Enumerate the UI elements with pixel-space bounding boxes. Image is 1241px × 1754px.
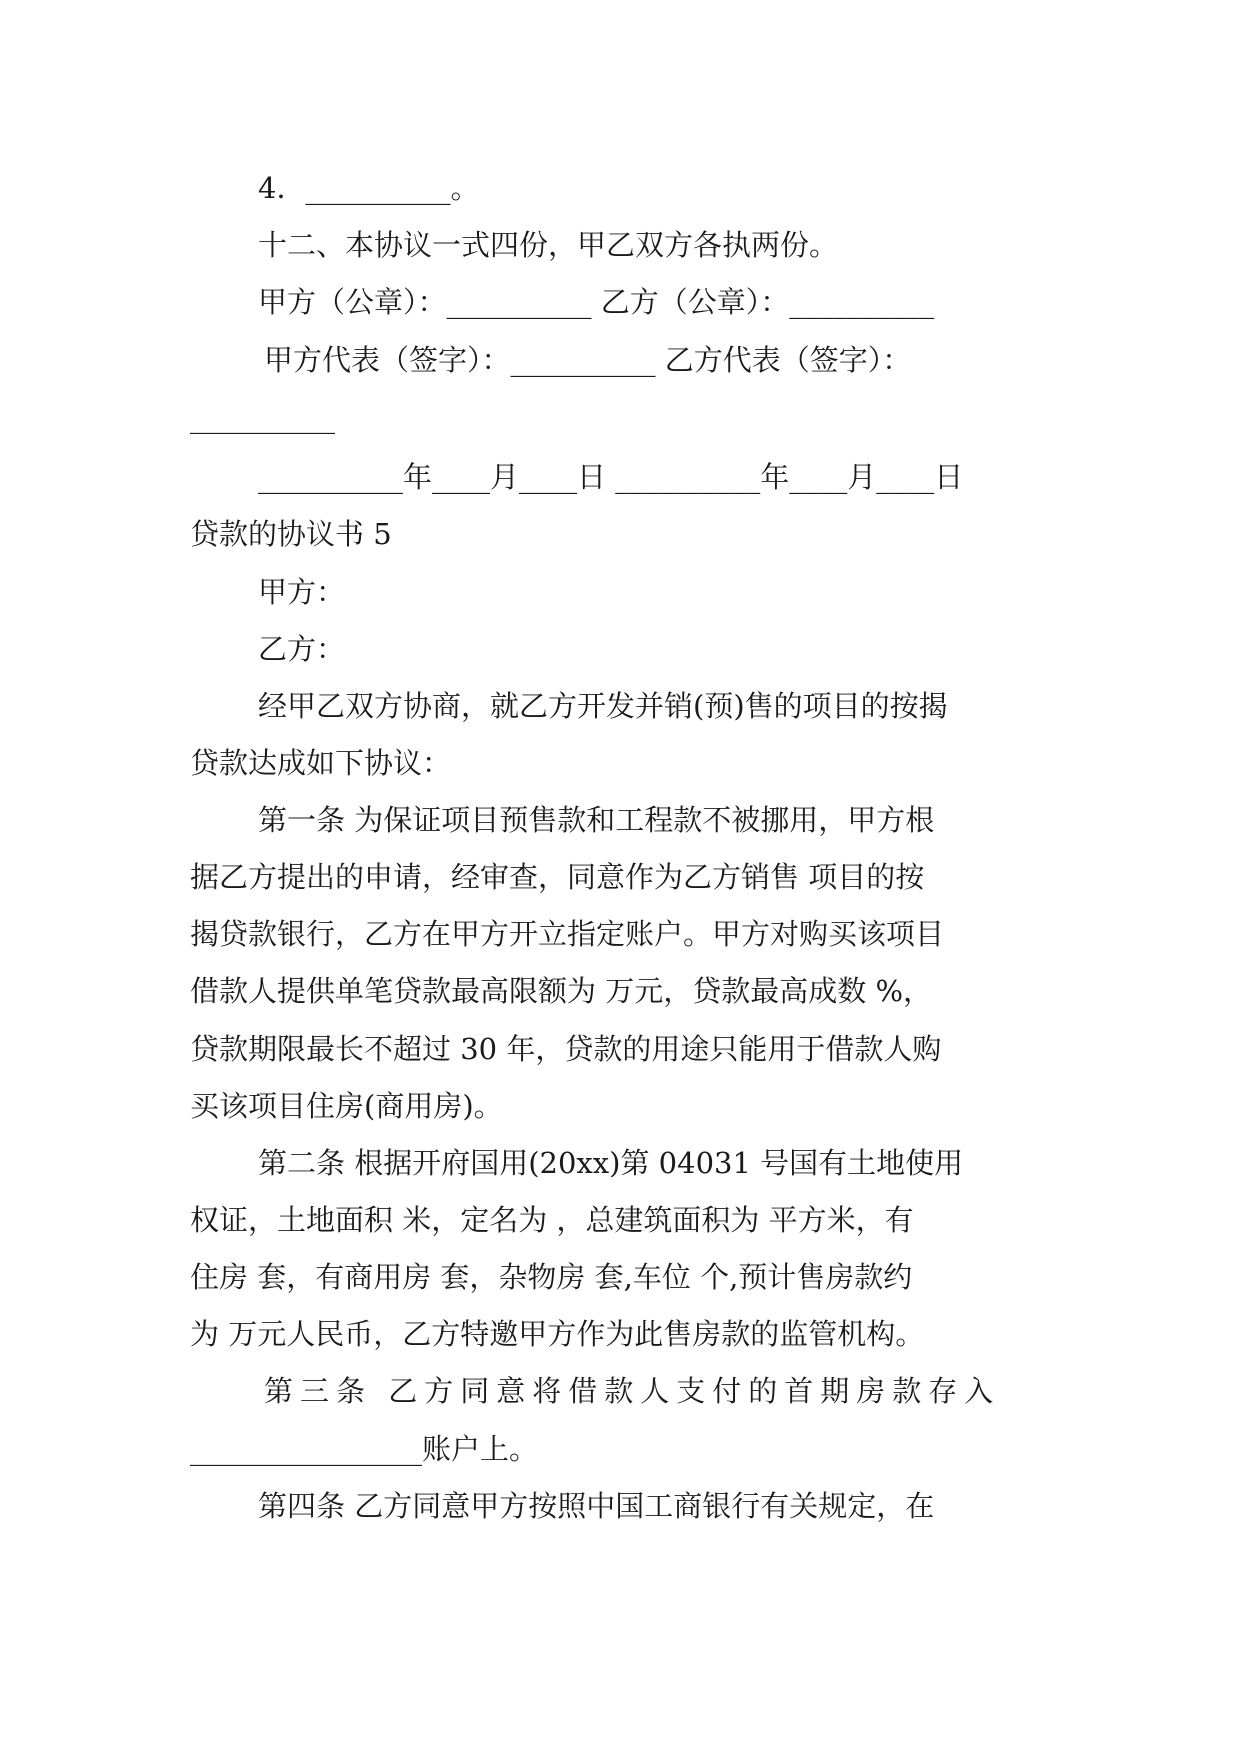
preamble-line-1: 经甲乙双方协商，就乙方开发并销(预)售的项目的按揭: [258, 689, 948, 723]
article-1-line-4: 借款人提供单笔贷款最高限额为 万元，贷款最高成数 %，: [190, 974, 932, 1008]
article-1-line-3: 揭贷款银行，乙方在甲方开立指定账户。甲方对购买该项目: [190, 917, 945, 951]
article-4-line-1: 第四条 乙方同意甲方按照中国工商银行有关规定，在: [258, 1489, 935, 1523]
seal-line: 甲方（公章）：__________ 乙方（公章）：__________: [258, 285, 935, 319]
item-4-line: 4．__________。: [258, 171, 480, 205]
article-1-line-5: 贷款期限最长不超过 30 年，贷款的用途只能用于借款人购: [190, 1032, 942, 1066]
article-1-line-6: 买该项目住房(商用房)。: [190, 1089, 503, 1123]
party-a: 甲方：: [258, 575, 346, 609]
article-2-line-4: 为 万元人民币，乙方特邀甲方作为此售房款的监管机构。: [190, 1317, 925, 1351]
section-title: 贷款的协议书 5: [190, 517, 392, 551]
article-1-line-1: 第一条 为保证项目预售款和工程款不被挪用，甲方根: [258, 803, 935, 837]
article-2-line-3: 住房 套，有商用房 套，杂物房 套,车位 个,预计售房款约: [190, 1260, 913, 1294]
signature-blank: __________: [190, 400, 335, 434]
signature-line: 甲方代表（签字）：__________ 乙方代表（签字）：: [264, 343, 912, 377]
date-line: __________年____月____日 __________年____月____日: [258, 460, 964, 494]
article-3-line-1: 第三条 乙方同意将借款人支付的首期房款存入: [264, 1374, 1001, 1408]
article-1-line-2: 据乙方提出的申请，经审查，同意作为乙方销售 项目的按: [190, 860, 925, 894]
article-2-line-2: 权证，土地面积 米，定名为 ，总建筑面积为 平方米，有: [190, 1203, 914, 1237]
article-3-line-2: ________________账户上。: [190, 1432, 539, 1466]
article-2-line-1: 第二条 根据开府国用(20xx)第 04031 号国有土地使用: [258, 1146, 964, 1180]
party-b: 乙方：: [258, 632, 346, 666]
clause-12: 十二、本协议一式四份，甲乙双方各执两份。: [258, 228, 839, 262]
preamble-line-2: 贷款达成如下协议：: [190, 746, 452, 780]
